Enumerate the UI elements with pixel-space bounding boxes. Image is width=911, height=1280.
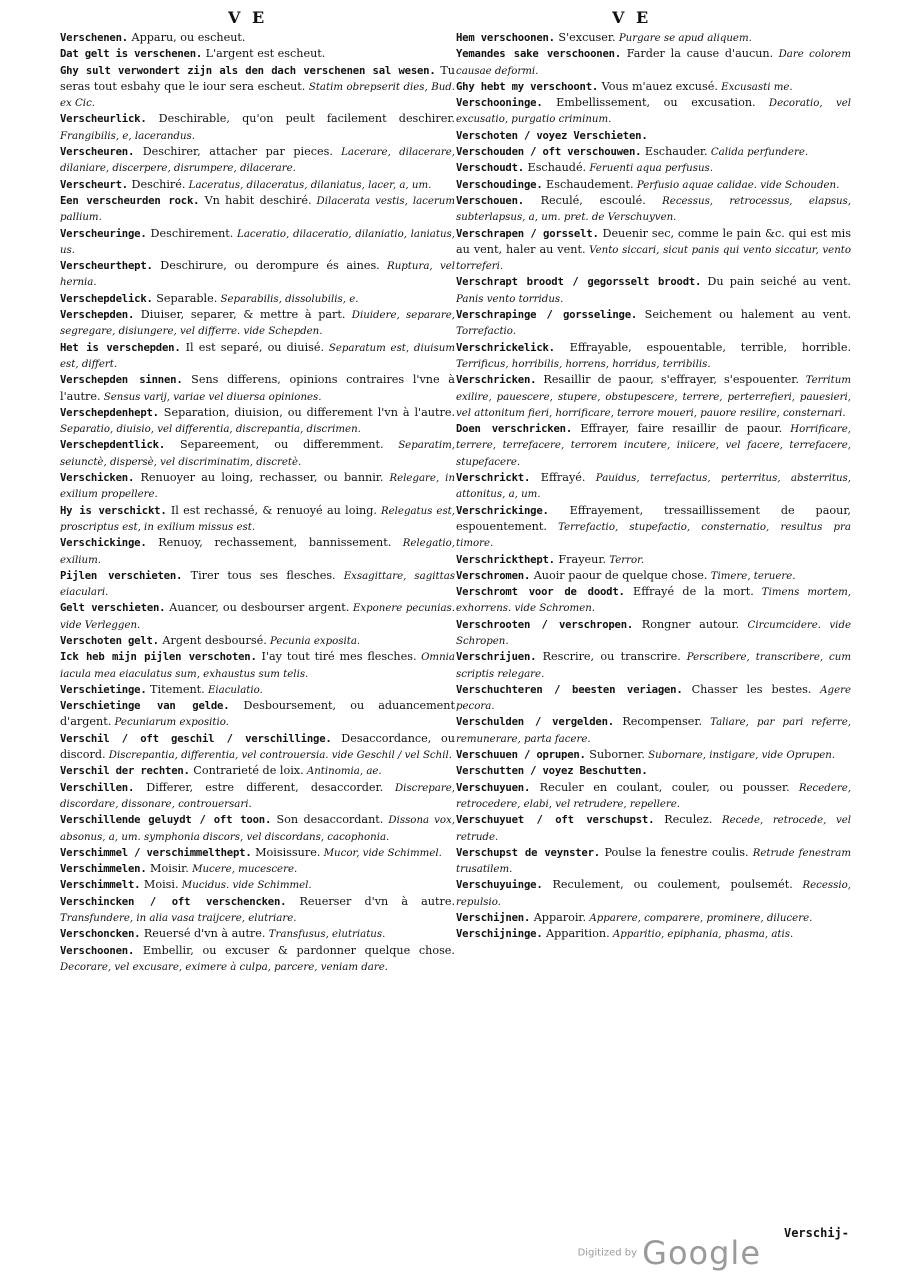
entry-latin-gloss: Vento siccari, sicut panis qui vento siccatur, vento torreferi.	[456, 244, 852, 273]
entry-latin-gloss: Panis vento torridus.	[456, 293, 564, 305]
entry-latin-gloss: Recede, retrocede, vel retrude.	[456, 815, 851, 843]
entry-latin-gloss: Separatum est, diuisum est, differt.	[60, 342, 455, 370]
entry-french-gloss: Diuiser, separer, & mettre à part.	[134, 308, 346, 322]
dictionary-entry	[60, 258, 455, 291]
entry-french-gloss: Embellir, ou excuser & pardonner quelque chose.	[134, 943, 455, 957]
dictionary-entry	[60, 193, 455, 226]
running-head-right: V E	[612, 8, 652, 27]
dictionary-entry	[456, 877, 851, 910]
dictionary-entry	[60, 943, 455, 976]
entry-latin-gloss: Dissona vox, absonus, a, um. symphonia discors, vel discordans, cacophonia.	[60, 815, 455, 843]
entry-headword: Verscheurthept.	[60, 260, 153, 273]
dictionary-entry	[456, 682, 851, 715]
entry-headword: Verscheurt.	[60, 178, 128, 191]
entry-latin-gloss: Timens mortem, exhorrens. vide Schromen.	[456, 587, 852, 615]
entry-headword: Verschijninge.	[456, 928, 543, 941]
dictionary-entry	[456, 552, 851, 568]
dictionary-entry	[60, 649, 455, 682]
entry-headword: Verschouen.	[456, 194, 524, 207]
entry-headword: Verscheuringe.	[60, 227, 147, 240]
entry-french-gloss: Effrayer, faire resaillir de paour.	[572, 422, 783, 436]
entry-latin-gloss: Pecuniarum expositio.	[111, 717, 229, 729]
entry-french-gloss: Differer, estre different, desaccorder.	[134, 780, 384, 794]
entry-headword: Verschoten gelt.	[60, 634, 159, 647]
entry-french-gloss: Effrayé.	[530, 471, 586, 485]
entry-french-gloss: Vous m'auez excusé.	[598, 79, 718, 93]
dictionary-entry	[456, 503, 851, 552]
entry-french-gloss: Reculé, escoulé.	[523, 193, 646, 207]
entry-latin-gloss: Torrefactio.	[456, 326, 516, 338]
dictionary-entry	[456, 160, 851, 176]
dictionary-entry	[456, 763, 851, 779]
dictionary-entry	[60, 144, 455, 177]
entry-headword: Verschrapinge / gorsselinge.	[456, 309, 638, 322]
dictionary-entry	[456, 128, 851, 144]
entry-headword: Verschimmel / verschimmelthept.	[60, 846, 252, 859]
dictionary-entry	[60, 698, 455, 731]
entry-headword: Verschrijuen.	[456, 651, 537, 664]
dictionary-entry	[456, 910, 851, 926]
entry-latin-gloss: Sensus varij, variae vel diuersa opiniones.	[100, 391, 322, 403]
entry-headword: Verschepdenhept.	[60, 406, 159, 419]
entry-french-gloss: Auancer, ou desbourser argent.	[165, 601, 350, 615]
entry-latin-gloss: Terrefactio, stupefactio, consternatio, resultus pra timore.	[456, 521, 851, 550]
entry-latin-gloss: Perscribere, transcribere, cum scriptis relegare.	[456, 652, 851, 680]
dictionary-entry	[60, 470, 455, 503]
entry-french-gloss: Poulse la fenestre coulis.	[599, 845, 749, 859]
entry-french-gloss: Apparition.	[542, 927, 610, 941]
dictionary-entry	[60, 30, 455, 46]
entry-latin-gloss: Separatio, diuisio, vel differentia, discrepantia, discrimen.	[60, 424, 361, 436]
entry-headword: Verschillen.	[60, 781, 135, 794]
entry-latin-gloss: Mucor, vide Schimmel.	[320, 847, 442, 859]
entry-latin-gloss: Separatim, seiunctè, dispersè, vel discriminatim, discretè.	[60, 440, 455, 468]
entry-french-gloss: Deschirer, attacher par pieces.	[134, 145, 333, 159]
watermark-google-logo: Google	[642, 1234, 761, 1272]
entry-french-gloss: Deuenir sec, comme le pain &c. qui est mis au vent, haler au vent.	[456, 226, 851, 256]
entry-latin-gloss: Relegatio, exilium.	[60, 538, 456, 566]
entry-latin-gloss: Dilacerata vestis, lacerum pallium.	[60, 195, 455, 224]
entry-latin-gloss: Horrificare, terrere, terrefacere, terrorem incutere, iniicere, vel facere, terrefacere, stupefacere.	[456, 424, 851, 468]
entry-latin-gloss: Separabilis, dissolubilis, e.	[217, 293, 359, 305]
entry-headword: Verschil / oft geschil / verschillinge.	[60, 732, 332, 745]
entry-headword: Verschoudinge.	[456, 178, 543, 191]
entry-french-gloss: Effrayable, espouentable, terrible, horrible.	[554, 340, 851, 354]
entry-headword: Verschepdelick.	[60, 292, 153, 305]
entry-headword: Verschoten / voyez Verschieten.	[456, 129, 648, 142]
entry-latin-gloss: Calida perfundere.	[707, 147, 809, 159]
dictionary-entry	[60, 307, 455, 340]
entry-headword: Verschimmelen.	[60, 863, 147, 876]
dictionary-entry	[60, 63, 455, 112]
entry-headword: Verschuuen / oprupen.	[456, 749, 586, 762]
dictionary-entry	[60, 780, 455, 813]
entry-latin-gloss: Eiaculatio.	[204, 684, 263, 696]
entry-headword: Verschepden.	[60, 309, 135, 322]
entry-french-gloss: Argent desboursé.	[158, 633, 267, 647]
entry-french-gloss: Moisir.	[146, 862, 189, 876]
entry-latin-gloss: Omnia iacula mea eiaculatus sum, exhaustus sum telis.	[60, 652, 455, 680]
entry-french-gloss: Reculez.	[654, 813, 713, 827]
dictionary-entry	[456, 649, 851, 682]
entry-french-gloss: Son desaccordant.	[271, 813, 384, 827]
dictionary-entry	[456, 79, 851, 95]
entry-headword: Pijlen verschieten.	[60, 569, 183, 582]
entry-french-gloss: Eschauder.	[641, 145, 708, 159]
entry-latin-gloss: Territum exilire, pauescere, stupere, obstupescere, terrere, perterrefieri, pauesieri, vel attonitum fieri, horrificare, terrore moueri, pauore resilire, consternari.	[456, 375, 851, 419]
dictionary-entry	[456, 714, 851, 747]
entry-french-gloss: Resaillir de paour, s'effrayer, s'espouenter.	[536, 373, 799, 387]
dictionary-entry	[60, 812, 455, 845]
entry-french-gloss: Il est rechassé, & renuoyé au loing.	[166, 503, 377, 517]
entry-headword: Verschricken.	[456, 374, 537, 387]
dictionary-entry	[456, 274, 851, 307]
entry-headword: Verschenen.	[60, 32, 128, 44]
dictionary-entry	[60, 46, 455, 62]
entry-headword: Verschupst de veynster.	[456, 846, 600, 859]
watermark	[578, 1234, 761, 1272]
entry-french-gloss: Sens differens, opinions contraires l'vne à l'autre.	[60, 373, 455, 403]
entry-french-gloss: Desaccordance, ou discord.	[60, 731, 455, 762]
entry-headword: Verschillende geluydt / oft toon.	[60, 814, 272, 827]
entry-french-gloss: Separeement, ou differemment.	[165, 438, 384, 452]
entry-latin-gloss: Antinomia, ae.	[303, 766, 382, 778]
dictionary-entry	[456, 30, 851, 46]
entry-headword: Verschuyuinge.	[456, 879, 543, 892]
entry-headword: Verscheuren.	[60, 146, 135, 159]
entry-latin-gloss: Discrepantia, differentia, vel controuersia. vide Geschil / vel Schil.	[105, 750, 452, 762]
entry-latin-gloss: Retrude fenestram trusatilem.	[456, 847, 851, 876]
entry-latin-gloss: Feruenti aqua perfusus.	[586, 163, 713, 175]
entry-latin-gloss: Purgare se apud aliquem.	[615, 33, 752, 44]
entry-french-gloss: Rongner autour.	[633, 617, 740, 631]
entry-french-gloss: Deschiré.	[127, 177, 186, 191]
entry-headword: Verschrickelick.	[456, 341, 555, 354]
entry-headword: Verschincken / oft verschencken.	[60, 895, 287, 908]
entry-latin-gloss: Taliare, par pari referre, remunerare, parta facere.	[456, 717, 851, 745]
entry-french-gloss: Deschirable, qu'on peult facilement deschirer.	[146, 112, 455, 126]
dictionary-entry	[456, 747, 851, 763]
running-head-left: V E	[228, 8, 268, 27]
dictionary-entry	[60, 861, 455, 877]
entry-french-gloss: Eschaudement.	[542, 177, 634, 191]
entry-headword: Verschrickthept.	[456, 553, 555, 566]
entry-headword: Verschromt voor de doodt.	[456, 586, 625, 599]
dictionary-entry	[60, 405, 455, 438]
dictionary-entry	[60, 600, 455, 633]
entry-latin-gloss: Agere pecora.	[456, 684, 851, 713]
entry-headword: Verschijnen.	[456, 912, 531, 925]
dictionary-entry	[456, 568, 851, 584]
entry-french-gloss: Reuerser d'vn à autre.	[286, 894, 456, 908]
entry-french-gloss: Reuersé d'vn à autre.	[140, 927, 266, 941]
dictionary-entry	[60, 437, 455, 470]
entry-latin-gloss: Laceratus, dilaceratus, dilaniatus, lacer, a, um.	[185, 179, 432, 191]
dictionary-entry	[60, 226, 455, 259]
entry-french-gloss: Apparu, ou escheut.	[127, 31, 246, 44]
dictionary-entry	[456, 144, 851, 160]
entry-french-gloss: Embellissement, ou excusation.	[542, 96, 756, 110]
entry-latin-gloss: Relegare, in exilium propellere.	[60, 473, 456, 501]
entry-latin-gloss: Frangibilis, e, lacerandus.	[60, 130, 195, 142]
entry-headword: Yemandes sake verschoonen.	[456, 48, 621, 61]
entry-french-gloss: I'ay tout tiré mes flesches.	[256, 650, 417, 664]
entry-headword: Verschepden sinnen.	[60, 374, 183, 387]
dictionary-entry	[60, 731, 455, 764]
entry-french-gloss: Desboursement, ou aduancement d'argent.	[60, 699, 455, 729]
entry-headword: Verschickinge.	[60, 537, 147, 550]
dictionary-entry	[60, 633, 455, 649]
entry-headword: Verschrapt broodt / gegorsselt broodt.	[456, 276, 702, 289]
entry-headword: Hy is verschickt.	[60, 504, 167, 517]
entry-headword: Verschicken.	[60, 472, 135, 485]
entry-french-gloss: Vn habit deschiré.	[199, 193, 312, 207]
entry-headword: Hem verschoonen.	[456, 32, 555, 44]
dictionary-entry	[60, 503, 455, 536]
entry-french-gloss: Renuoy, rechassement, bannissement.	[146, 536, 392, 550]
entry-headword: Dat gelt is verschenen.	[60, 48, 203, 61]
entry-headword: Verschulden / vergelden.	[456, 716, 614, 729]
dictionary-entry	[60, 340, 455, 373]
entry-latin-gloss: Decorare, vel excusare, eximere à culpa, parcere, veniam dare.	[60, 961, 389, 973]
entry-latin-gloss: Relegatus est, proscriptus est, in exilium missus est.	[60, 505, 456, 533]
dictionary-entry	[456, 340, 851, 373]
entry-french-gloss: Renuoyer au loing, rechasser, ou bannir.	[134, 471, 384, 485]
entry-headword: Verschooninge.	[456, 97, 543, 110]
entry-latin-gloss: Statim obrepserit dies, Bud. ex Cic.	[60, 81, 456, 110]
dictionary-entry	[456, 193, 851, 226]
entry-french-gloss: Tirer tous ses flesches.	[182, 568, 336, 582]
right-column	[456, 30, 851, 943]
dictionary-entry	[60, 845, 455, 861]
dictionary-entry	[456, 46, 851, 79]
entry-french-gloss: Frayeur.	[554, 552, 607, 566]
entry-latin-gloss: Apparere, comparere, prominere, dilucere.	[586, 913, 813, 925]
entry-french-gloss: Separable.	[152, 291, 218, 305]
entry-headword: Verschietinge.	[60, 683, 147, 696]
entry-french-gloss: Effrayé de la mort.	[624, 585, 754, 599]
entry-latin-gloss: Pauidus, terrefactus, perterritus, absterritus, attonitus, a, um.	[456, 473, 851, 501]
catchword: Verschij-	[783, 1226, 849, 1240]
entry-headword: Verschoncken.	[60, 928, 141, 941]
entry-french-gloss: Effrayement, tressaillissement de paour, espouentement.	[456, 503, 851, 533]
dictionary-entry	[456, 307, 851, 340]
entry-french-gloss: Rescrire, ou transcrire.	[536, 650, 681, 664]
entry-headword: Verschrickinge.	[456, 504, 549, 517]
dictionary-entry	[60, 111, 455, 144]
entry-latin-gloss: Ruptura, vel hernia.	[60, 261, 455, 289]
entry-latin-gloss: Dare colorem causae deformi.	[456, 49, 851, 77]
entry-headword: Verschepdentlick.	[60, 439, 166, 452]
entry-french-gloss: Farder la cause d'aucun.	[621, 47, 774, 61]
entry-latin-gloss: Subornare, instigare, vide Oprupen.	[644, 750, 836, 762]
entry-headword: Verschromen.	[456, 569, 531, 582]
entry-latin-gloss: Diuidere, separare, segregare, disiungere, vel differre. vide Schepden.	[60, 310, 455, 338]
entry-headword: Verschrapen / gorsselt.	[456, 227, 599, 240]
dictionary-entry	[60, 763, 455, 779]
entry-french-gloss: Tu seras tout esbahy que le iour sera escheut.	[60, 63, 455, 93]
entry-french-gloss: Reculement, ou coulement, poulsemét.	[542, 878, 793, 892]
dictionary-entry	[60, 926, 455, 942]
dictionary-entry	[60, 568, 455, 601]
entry-headword: Verschuyuet / oft verschupst.	[456, 814, 655, 827]
entry-latin-gloss: Perfusio aquae calidae. vide Schouden.	[633, 179, 840, 191]
entry-latin-gloss: Mucere, mucescere.	[188, 864, 298, 876]
watermark-digitized: Digitized by	[577, 1247, 638, 1259]
entry-headword: Verschimmelt.	[60, 879, 141, 892]
entry-latin-gloss: Terrificus, horribilis, horrens, horridus, terribilis.	[456, 358, 711, 370]
entry-headword: Verschil der rechten.	[60, 765, 190, 778]
entry-french-gloss: Titement.	[146, 682, 205, 696]
dictionary-entry	[60, 682, 455, 698]
entry-latin-gloss: Circumcidere. vide Schropen.	[456, 619, 851, 647]
dictionary-entry	[456, 780, 851, 813]
entry-latin-gloss: Transfundere, in alia vasa traijcere, elutriare.	[60, 913, 297, 925]
dictionary-entry	[60, 372, 455, 405]
entry-headword: Verschietinge van gelde.	[60, 700, 230, 713]
entry-french-gloss: Moisi.	[140, 878, 179, 892]
entry-headword: Verschrooten / verschropen.	[456, 618, 634, 631]
entry-french-gloss: Il est separé, ou diuisé.	[180, 340, 325, 354]
dictionary-entry	[456, 845, 851, 878]
entry-latin-gloss: Lacerare, dilacerare, dilaniare, discerpere, disrumpere, dilacerare.	[60, 147, 455, 175]
entry-latin-gloss: Recessus, retrocessus, elapsus, subterlapsus, a, um. pret. de Verschuyven.	[456, 195, 851, 224]
entry-headword: Verschutten / voyez Beschutten.	[456, 765, 648, 778]
entry-latin-gloss: Pecunia exposita.	[266, 635, 361, 647]
dictionary-entry	[456, 926, 851, 942]
entry-latin-gloss: Mucidus. vide Schimmel.	[178, 880, 312, 892]
entry-french-gloss: Chasser les bestes.	[682, 682, 812, 696]
entry-headword: Ghy hebt my verschoont.	[456, 80, 599, 93]
entry-headword: Ick heb mijn pijlen verschoten.	[60, 651, 257, 664]
entry-latin-gloss: Discrepare, discordare, dissonare, controuersari.	[60, 782, 456, 810]
dictionary-entry	[60, 894, 455, 927]
entry-headword: Een verscheurden rock.	[60, 194, 200, 207]
entry-latin-gloss: Terror.	[606, 554, 645, 566]
entry-french-gloss: Seichement ou halement au vent.	[637, 308, 851, 322]
dictionary-entry	[456, 177, 851, 193]
dictionary-entry	[456, 372, 851, 421]
entry-latin-gloss: Exsagittare, sagittas eiaculari.	[60, 570, 455, 599]
dictionary-entry	[60, 291, 455, 307]
dictionary-entry	[456, 226, 851, 275]
entry-headword: Gelt verschieten.	[60, 602, 166, 615]
entry-french-gloss: Eschaudé.	[523, 161, 587, 175]
dictionary-entry	[456, 617, 851, 650]
entry-latin-gloss: Apparitio, epiphania, phasma, atis.	[609, 929, 794, 941]
entry-headword: Verschuchteren / beesten veriagen.	[456, 683, 683, 696]
dictionary-entry	[60, 177, 455, 193]
entry-french-gloss: L'argent est escheut.	[202, 47, 326, 61]
entry-latin-gloss: Recessio, repulsio.	[456, 880, 851, 908]
entry-headword: Ghy sult verwondert zijn als den dach verschenen sal wesen.	[60, 64, 436, 77]
entry-latin-gloss: Decoratio, vel excusatio, purgatio criminum.	[456, 98, 851, 126]
entry-french-gloss: Deschirure, ou derompure és aines.	[152, 259, 380, 273]
entry-french-gloss: Suborner.	[585, 748, 645, 762]
left-column	[60, 30, 455, 975]
entry-french-gloss: Moisissure.	[251, 845, 321, 859]
entry-latin-gloss: Transfusus, elutriatus.	[265, 929, 386, 941]
entry-latin-gloss: Timere, teruere.	[707, 570, 796, 582]
entry-headword: Verschouden / oft verschouwen.	[456, 146, 642, 159]
entry-french-gloss: Auoir paour de quelque chose.	[530, 568, 708, 582]
dictionary-entry	[456, 421, 851, 470]
entry-french-gloss: Deschirement.	[146, 226, 234, 240]
entry-french-gloss: Du pain seiché au vent.	[701, 275, 851, 289]
entry-latin-gloss: Exponere pecunias. vide Verleggen.	[60, 603, 455, 631]
entry-latin-gloss: Excusasti me.	[717, 81, 793, 93]
entry-headword: Verschoudt.	[456, 162, 524, 175]
entry-latin-gloss: Laceratio, dilaceratio, dilaniatio, laniatus, us.	[60, 228, 455, 256]
entry-headword: Verschuyuen.	[456, 781, 531, 794]
dictionary-entry	[456, 812, 851, 845]
entry-headword: Doen verschricken.	[456, 423, 573, 436]
entry-french-gloss: Apparoir.	[530, 911, 587, 925]
dictionary-entry	[456, 470, 851, 503]
entry-headword: Verschrickt.	[456, 472, 531, 485]
entry-french-gloss: Contrarieté de loix.	[189, 764, 304, 778]
dictionary-entry	[60, 535, 455, 568]
entry-french-gloss: Recompenser.	[613, 715, 703, 729]
dictionary-entry	[60, 877, 455, 893]
entry-latin-gloss: Recedere, retrocedere, elabi, vel retrudere, repellere.	[456, 782, 851, 810]
entry-french-gloss: Reculer en coulant, couler, ou pousser.	[530, 780, 790, 794]
entry-headword: Het is verschepden.	[60, 341, 181, 354]
entry-headword: Verschoonen.	[60, 944, 135, 957]
dictionary-entry	[456, 584, 851, 617]
entry-french-gloss: Separation, diuision, ou differement l'vn à l'autre.	[158, 405, 455, 419]
dictionary-entry	[456, 95, 851, 128]
entry-french-gloss: S'excuser.	[554, 31, 616, 44]
entry-headword: Verscheurlick.	[60, 113, 147, 126]
